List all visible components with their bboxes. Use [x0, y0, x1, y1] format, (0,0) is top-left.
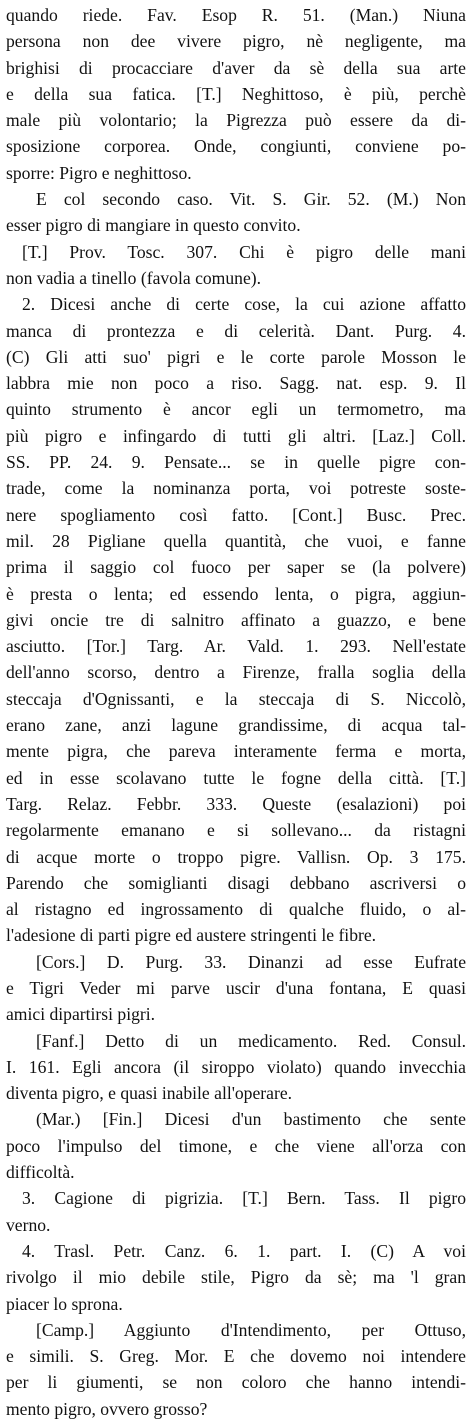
text-line: è presta o lenta; ed essendo lenta, o pigra, aggiun-: [6, 583, 466, 604]
text-line: e della sua fatica. [T.] Neghittoso, è più, perchè: [6, 83, 466, 104]
text-line: quinto strumento è ancor egli un termometro, ma: [6, 399, 466, 420]
text-line: più pigro e infingardo di tutti gli altri. [Laz.] Coll.: [6, 425, 466, 446]
text-line: E col secondo caso. Vit. S. Gir. 52. (M.) Non: [36, 189, 466, 210]
text-line: mento pigro, ovvero grosso?: [6, 1398, 208, 1419]
text-line: I. 161. Egli ancora (il siroppo violato) quando invecchia: [6, 1056, 466, 1077]
text-line: 3. Cagione di pigrizia. [T.] Bern. Tass. Il pigro: [22, 1188, 466, 1209]
text-line: (Mar.) [Fin.] Dicesi d'un bastimento che sente: [36, 1109, 466, 1130]
text-line: difficoltà.: [6, 1162, 75, 1183]
text-line: amici dipartirsi pigri.: [6, 1004, 156, 1025]
text-line: [Camp.] Aggiunto d'Intendimento, per Ottuso,: [36, 1319, 466, 1340]
text-line: prima il saggio col fuoco per saper se (la polvere): [6, 557, 466, 578]
text-line: mente pigra, che pareva interamente ferma e morta,: [6, 741, 466, 762]
text-line: [Cors.] D. Purg. 33. Dinanzi ad esse Eufrate: [36, 951, 466, 972]
text-line: verno.: [6, 1214, 51, 1235]
text-line: mil. 28 Pigliane quella quantità, che vuoi, e fanne: [6, 530, 466, 551]
text-line: [T.] Prov. Tosc. 307. Chi è pigro delle mani: [22, 241, 466, 262]
text-line: non vadia a tinello (favola comune).: [6, 267, 262, 288]
text-line: al ristagno ed ingrossamento di qualche fluido, o al-: [6, 899, 466, 920]
text-line: 4. Trasl. Petr. Canz. 6. 1. part. I. (C) A voi: [22, 1240, 466, 1261]
text-line: asciutto. [Tor.] Targ. Ar. Vald. 1. 293. Nell'estate: [6, 636, 466, 657]
text-line: e Tigri Veder mi parve uscir d'una fontana, E quasi: [6, 977, 466, 998]
text-line: (C) Gli atti suo' pigri e le corte parole Mosson le: [6, 346, 466, 367]
text-line: poco l'impulso del timone, e che viene all'orza con: [6, 1135, 466, 1156]
text-line: givi oncie tre di salnitro affinato a guazzo, e bene: [6, 609, 466, 630]
text-line: e simili. S. Greg. Mor. E che dovemo noi intendere: [6, 1346, 466, 1367]
text-line: brighisi di procacciare d'aver da sè della sua arte: [6, 57, 466, 78]
text-line: steccaja d'Ognissanti, e la steccaja di S. Niccolò,: [6, 688, 466, 709]
text-line: Targ. Relaz. Febbr. 333. Queste (esalazioni) poi: [6, 793, 466, 814]
text-line: l'adesione di parti pigre ed austere stringenti le fibre.: [6, 925, 377, 946]
text-line: 2. Dicesi anche di certe cose, la cui azione affatto: [22, 294, 466, 315]
text-line: regolarmente emanano e si sollevano... da ristagni: [6, 820, 466, 841]
text-line: trade, come la nominanza porta, voi potreste soste-: [6, 478, 466, 499]
text-line: piacer lo sprona.: [6, 1293, 123, 1314]
text-line: sposizione corporea. Onde, congiunti, conviene po-: [6, 136, 466, 157]
text-line: ed in esse scolavano tutte le fogne della città. [T.]: [6, 767, 466, 788]
text-line: nere spogliamento così fatto. [Cont.] Busc. Prec.: [6, 504, 466, 525]
text-line: manca di prontezza e di celerità. Dant. Purg. 4.: [6, 320, 466, 341]
text-line: male più volontario; la Pigrezza può essere da di-: [6, 110, 466, 131]
text-line: diventa pigro, e quasi inabile all'operare.: [6, 1083, 293, 1104]
text-line: persona non dee vivere pigro, nè negligente, ma: [6, 31, 466, 52]
text-line: sporre: Pigro e neghittoso.: [6, 162, 192, 183]
text-line: SS. PP. 24. 9. Pensate... se in quelle pigre con-: [6, 452, 466, 473]
text-line: erano zane, anzi lagune grandissime, di acqua tal-: [6, 715, 466, 736]
text-line: dell'anno scorso, dentro a Firenze, fralla soglia della: [6, 662, 466, 683]
text-line: di acque morte o troppo pigre. Vallisn. Op. 3 175.: [6, 846, 466, 867]
text-line: esser pigro di mangiare in questo convito.: [6, 215, 301, 236]
text-line: labbra mie non poco a riso. Sagg. nat. esp. 9. Il: [6, 373, 466, 394]
text-line: Parendo che somiglianti disagi debbano ascriversi o: [6, 872, 466, 893]
text-line: rivolgo il mio debile stile, Pigro da sè; ma 'l gran: [6, 1267, 466, 1288]
text-line: [Fanf.] Detto di un medicamento. Red. Consul.: [36, 1030, 466, 1051]
text-line: quando riede. Fav. Esop R. 51. (Man.) Niuna: [6, 5, 466, 25]
text-line: per li giumenti, se non coloro che hanno intendi-: [6, 1372, 466, 1393]
